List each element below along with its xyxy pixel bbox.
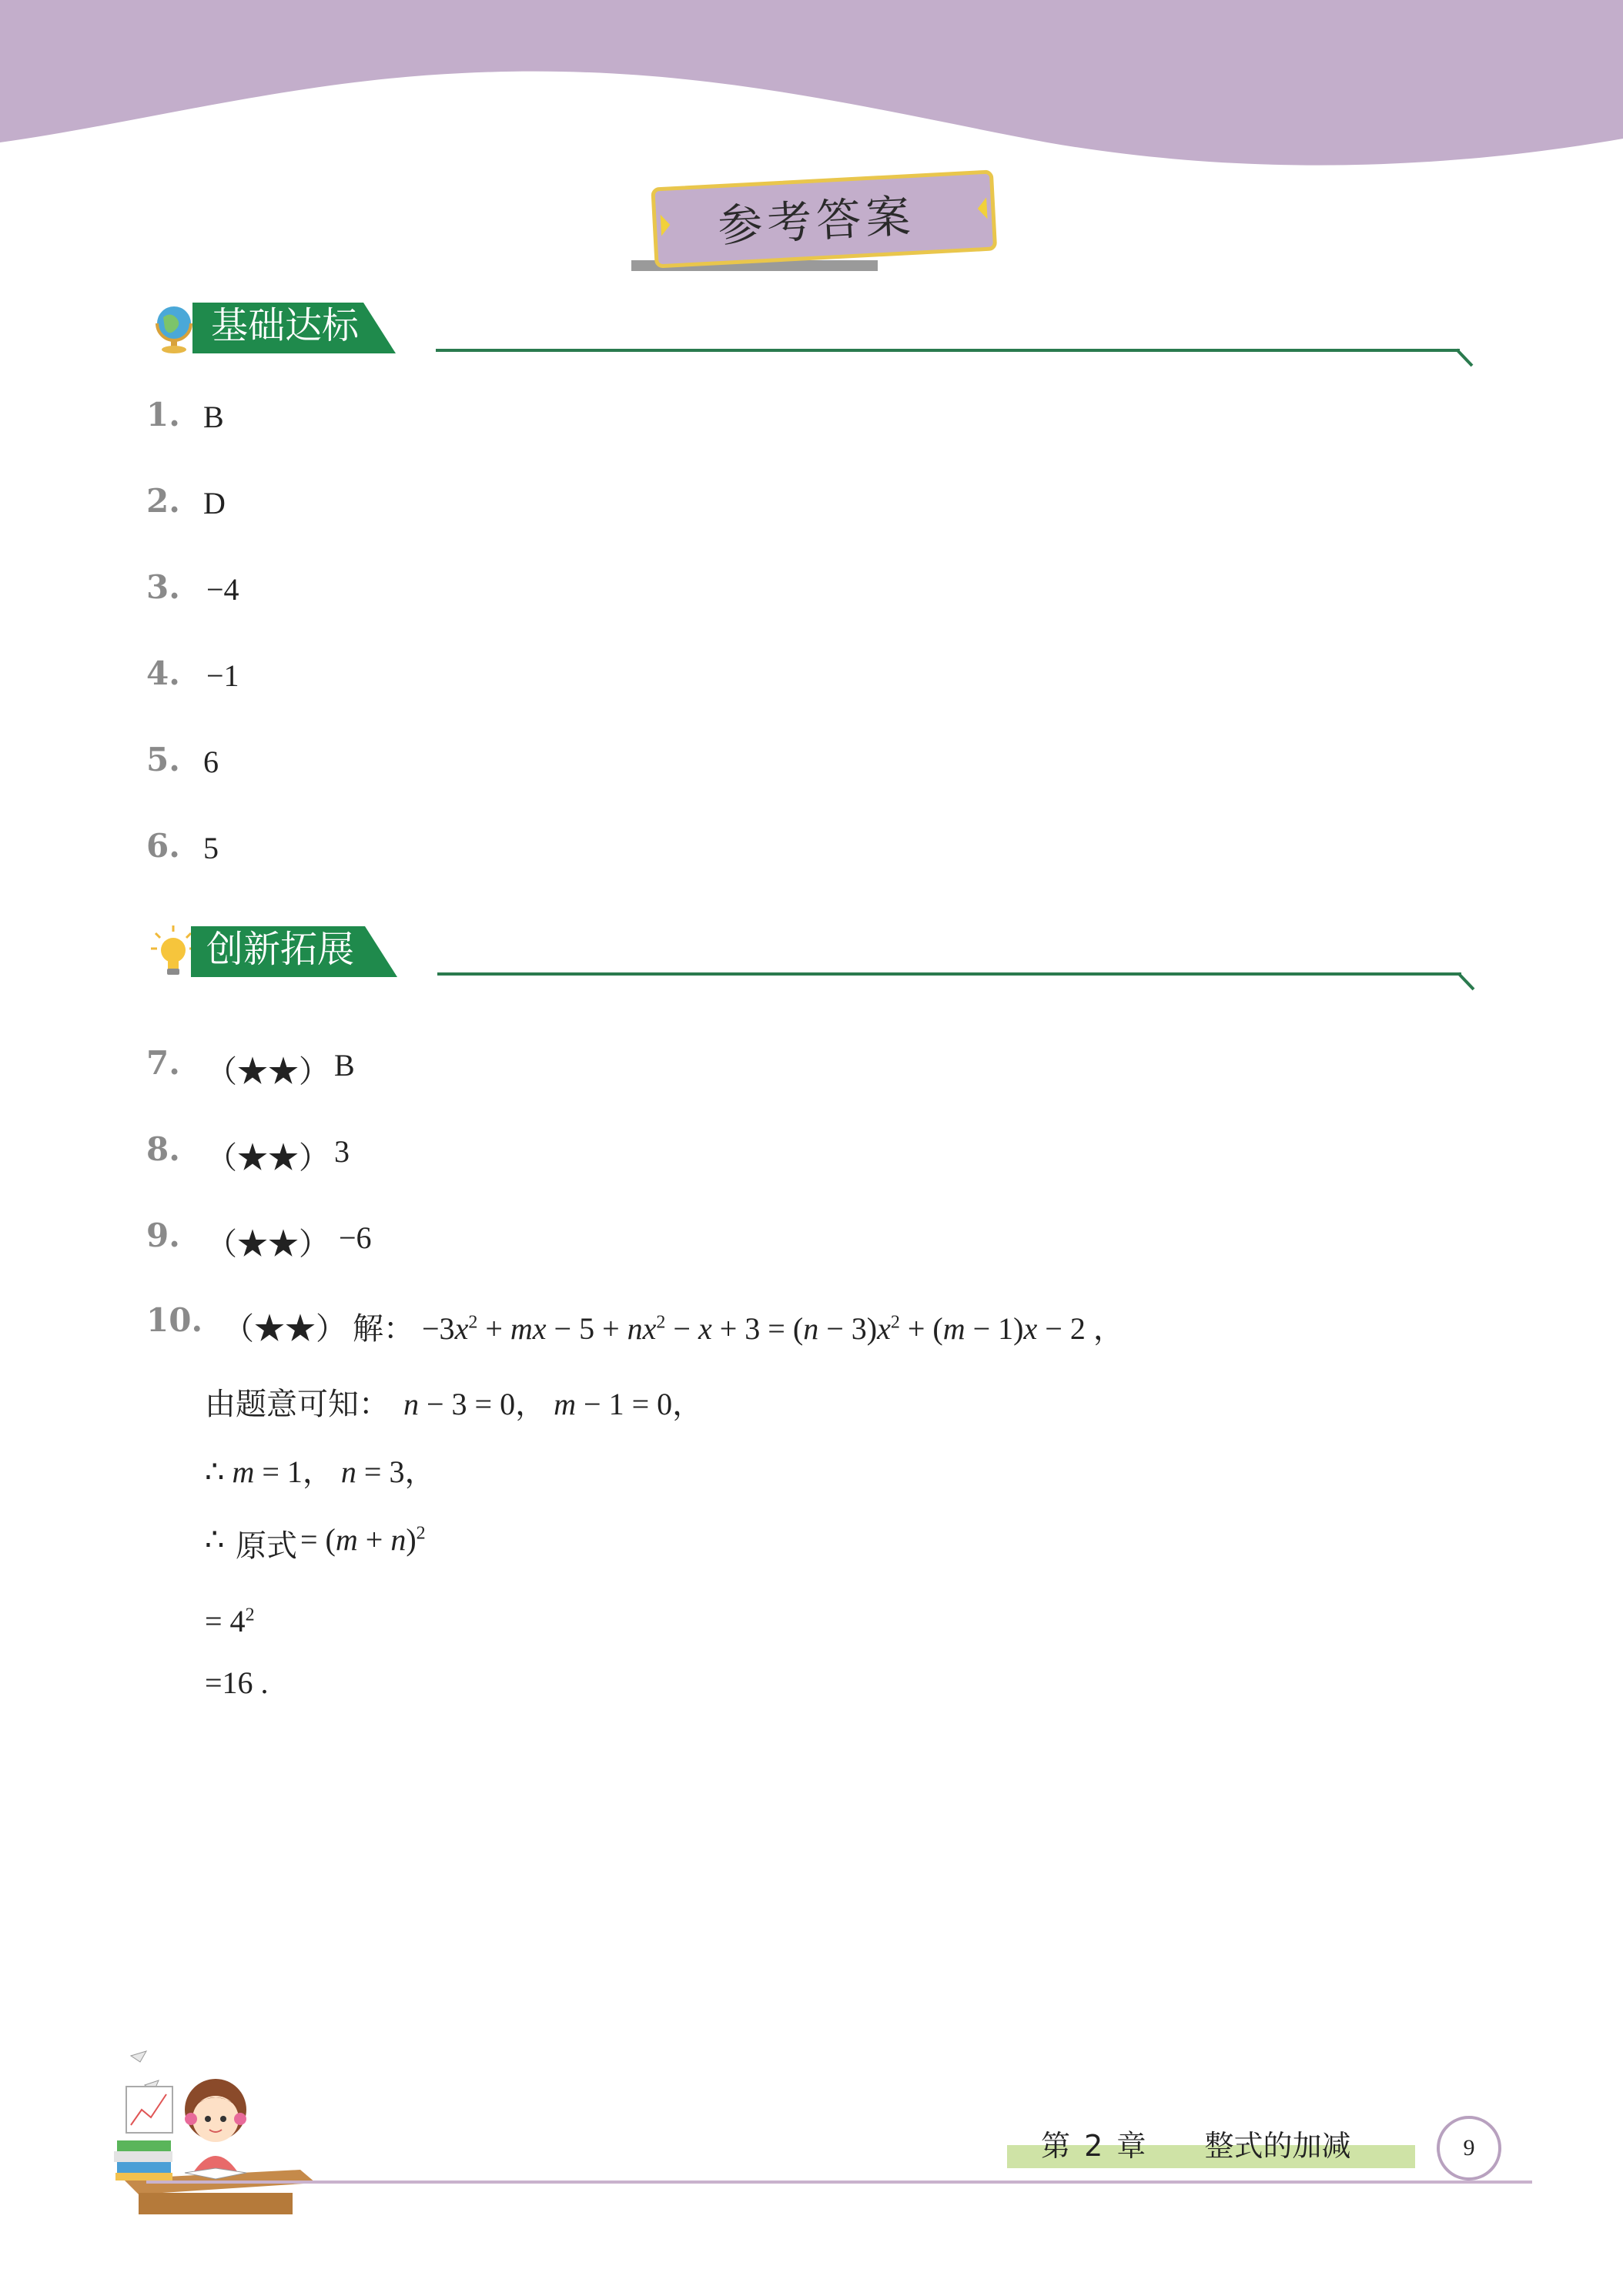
answer-text: −6 — [339, 1220, 372, 1255]
answer-text: D — [203, 486, 226, 520]
solve-label: 解： — [353, 1311, 414, 1346]
student-illustration — [108, 2048, 323, 2217]
difficulty-stars: （★★） — [206, 1054, 330, 1089]
equation-line-2: n − 3 = 0， m − 1 = 0， — [403, 1387, 704, 1421]
question-number: 1. — [146, 396, 180, 433]
condition-label: 由题意可知： — [205, 1387, 390, 1421]
section-rule-basic — [436, 349, 1460, 352]
chapter-label — [1041, 2122, 1351, 2164]
top-wave-decoration — [0, 0, 1623, 177]
globe-icon — [151, 302, 199, 354]
question-number: 9. — [146, 1217, 180, 1254]
question-number: 2. — [146, 482, 180, 520]
question-number: 6. — [146, 827, 180, 865]
page-number: 9 — [1437, 2116, 1501, 2181]
lightbulb-icon — [149, 924, 197, 979]
equation-line-4: = $(m + n)^2$ — [300, 1522, 426, 1557]
difficulty-stars: （★★） — [206, 1227, 330, 1261]
chapter-number: 第 2 章 — [1041, 2129, 1146, 2163]
question-number: 4. — [146, 654, 180, 692]
equation-line-5: = $4^2$ — [205, 1604, 255, 1638]
footer-line — [146, 2181, 1532, 2184]
question-number: 3. — [146, 568, 180, 606]
chapter-title: 整式的加减 — [1204, 2129, 1351, 2163]
answer-text: 3 — [334, 1134, 350, 1169]
answer-text: B — [203, 400, 224, 434]
answer-text: 5 — [203, 831, 219, 865]
answer-text: −1 — [206, 658, 239, 693]
question-number: 5. — [146, 741, 180, 778]
section-title-advanced: 创新拓展 — [206, 928, 355, 971]
difficulty-stars: （★★） — [223, 1311, 346, 1346]
equation-line-3: ∴ m = 1， n = 3， — [205, 1454, 436, 1489]
section-title-basic: 基础达标 — [211, 304, 360, 347]
equation-line-6: =16 . — [205, 1665, 269, 1700]
section-rule-advanced — [437, 972, 1461, 976]
equation-line-1: $-3x^2$ + mx − $5 + nx^2 - x + 3 = (n - 3)x^2 + (m - 1)x - 2$ ， — [422, 1311, 1124, 1346]
section-rule-end-basic — [1457, 347, 1475, 369]
difficulty-stars: （★★） — [206, 1140, 330, 1175]
question-number: 8. — [146, 1130, 180, 1168]
section-rule-end-advanced — [1458, 971, 1477, 992]
answer-text: −4 — [206, 572, 239, 607]
page-title: 参考答案 — [716, 189, 916, 253]
expression-label: 原式 — [236, 1528, 297, 1563]
answer-text: B — [334, 1048, 355, 1083]
question-number: 10. — [146, 1301, 203, 1339]
question-number: 7. — [146, 1044, 180, 1082]
answer-text: 6 — [203, 745, 219, 779]
therefore-symbol: ∴ — [205, 1522, 225, 1557]
